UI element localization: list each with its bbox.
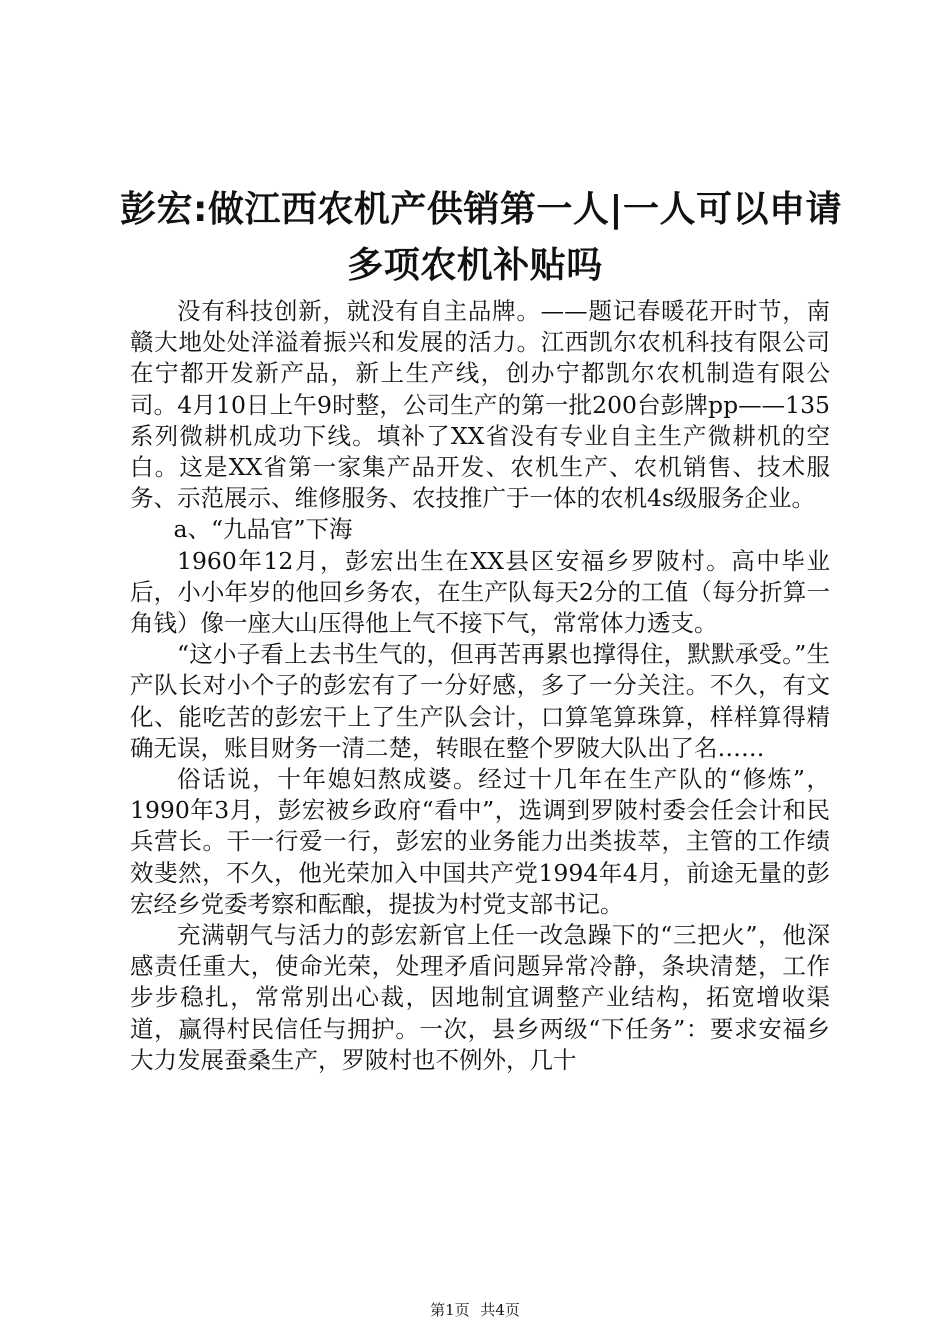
document-title-line-1: 彭宏:做江西农机产供销第一人|一人可以申请 (120, 189, 843, 230)
page-total: 共4页 (480, 1301, 520, 1319)
document-title-line-2: 多项农机补贴吗 (347, 245, 603, 286)
section-heading: a、“九品官”下海 (173, 515, 353, 544)
page-footer (0, 1300, 950, 1320)
document-body (130, 296, 830, 1076)
paragraph-intro: 没有科技创新，就没有自主品牌。——题记春暖花开时节，南赣大地处处洋溢着振兴和发展的活力。江西凯尔农机科技有限公司在宁都开发新产品，新上生产线，创办宁都凯尔农机制造有限公司。4月10日上午9时整，公司生产的第一批200台彭牌pp——135系列微耕机成功下线。填补了XX省没有专业自主生产微耕机的空白。这是XX省第一家集产品开发、农机生产、农机销售、技术服务、示范展示、维修服务、农技推广于一体的农机4s级服务企业。 (130, 297, 830, 513)
paragraph-promotion: 俗话说，十年媳妇熬成婆。经过十几年在生产队的“修炼”，1990年3月，彭宏被乡政府“看中”，选调到罗陂村委会任会计和民兵营长。干一行爱一行，彭宏的业务能力出类拔萃，主管的工作绩效斐然，不久，他光荣加入中国共产党1994年4月，前途无量的彭宏经乡党委考察和酝酿，提拔为村党支部书记。 (130, 765, 830, 918)
paragraph-team-leader: “这小子看上去书生气的，但再苦再累也撑得住，默默承受。”生产队长对小个子的彭宏有了一分好感，多了一分关注。不久，有文化、能吃苦的彭宏干上了生产队会计，口算笔算珠算，样样算得精确无误，账目财务一清二楚，转眼在整个罗陂大队出了名…… (130, 640, 830, 762)
paragraph-birth: 1960年12月，彭宏出生在XX县区安福乡罗陂村。高中毕业后，小小年岁的他回乡务农，在生产队每天2分的工值（每分折算一角钱）像一座大山压得他上气不接下气，常常体力透支。 (130, 546, 830, 638)
page-number: 第1页 (430, 1301, 470, 1319)
paragraph-party-secretary: 充满朝气与活力的彭宏新官上任一改急躁下的“三把火”，他深感责任重大，使命光荣，处理矛盾问题异常冷静，条块清楚，工作步步稳扎，常常别出心裁，因地制宜调整产业结构，拓宽增收渠道，赢得村民信任与拥护。一次，县乡两级“下任务”：要求安福乡大力发展蚕桑生产，罗陂村也不例外，几十 (130, 921, 830, 1074)
